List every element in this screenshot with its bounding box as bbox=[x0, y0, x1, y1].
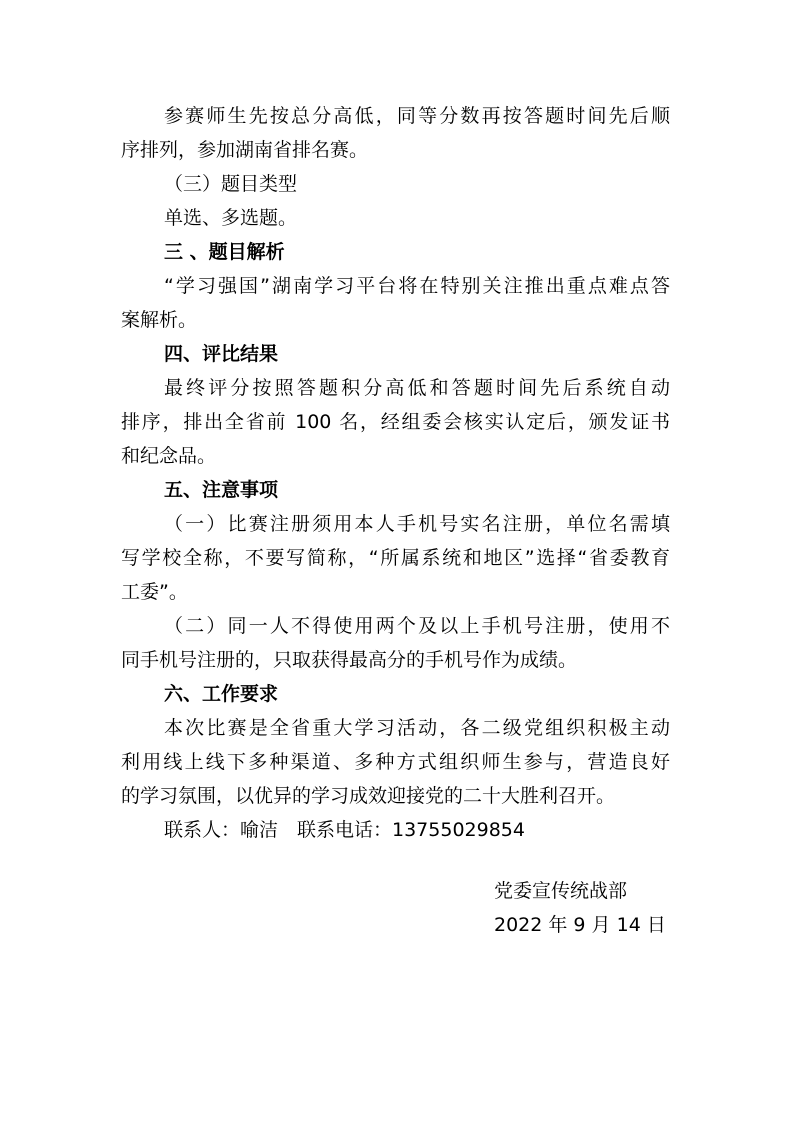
paragraph-line: 参赛师生先按总分高低，同等分数再按答题时间先后顺 bbox=[164, 105, 670, 127]
section-heading-5: 五、注意事项 bbox=[164, 479, 279, 501]
paragraph-line: 案解析。 bbox=[121, 309, 198, 331]
signature-organization: 党委宣传统战部 bbox=[494, 880, 628, 902]
signature-date: 2022 年 9 月 14 日 bbox=[494, 914, 666, 936]
section-heading-3: 三 、题目解析 bbox=[164, 241, 285, 263]
paragraph-line: 单选、多选题。 bbox=[164, 207, 298, 229]
paragraph-line: “学习强国”湖南学习平台将在特别关注推出重点难点答 bbox=[164, 275, 670, 297]
paragraph-line: 的学习氛围，以优异的学习成效迎接党的二十大胜利召开。 bbox=[121, 785, 616, 807]
section-heading-6: 六、工作要求 bbox=[164, 683, 279, 705]
paragraph-line: 写学校全称，不要写简称，“所属系统和地区”选择“省委教育 bbox=[121, 547, 670, 569]
paragraph-line: （二）同一人不得使用两个及以上手机号注册，使用不 bbox=[164, 615, 670, 637]
paragraph-line: 本次比赛是全省重大学习活动，各二级党组织积极主动 bbox=[164, 717, 670, 739]
paragraph-line: 最终评分按照答题积分高低和答题时间先后系统自动 bbox=[164, 377, 670, 399]
paragraph-line: 和纪念品。 bbox=[121, 445, 217, 467]
paragraph-line: 序排列，参加湖南省排名赛。 bbox=[121, 139, 369, 161]
subheading-question-type: （三）题目类型 bbox=[164, 173, 298, 195]
paragraph-line: 同手机号注册的，只取获得最高分的手机号作为成绩。 bbox=[121, 649, 578, 671]
contact-line: 联系人：喻洁 联系电话：13755029854 bbox=[164, 819, 525, 841]
section-heading-4: 四、评比结果 bbox=[164, 343, 279, 365]
paragraph-line: （一）比赛注册须用本人手机号实名注册，单位名需填 bbox=[164, 513, 670, 535]
paragraph-line: 工委”。 bbox=[121, 581, 188, 603]
paragraph-line: 利用线上线下多种渠道、多种方式组织师生参与，营造良好 bbox=[121, 751, 670, 773]
paragraph-line: 排序，排出全省前 100 名，经组委会核实认定后，颁发证书 bbox=[121, 411, 670, 433]
